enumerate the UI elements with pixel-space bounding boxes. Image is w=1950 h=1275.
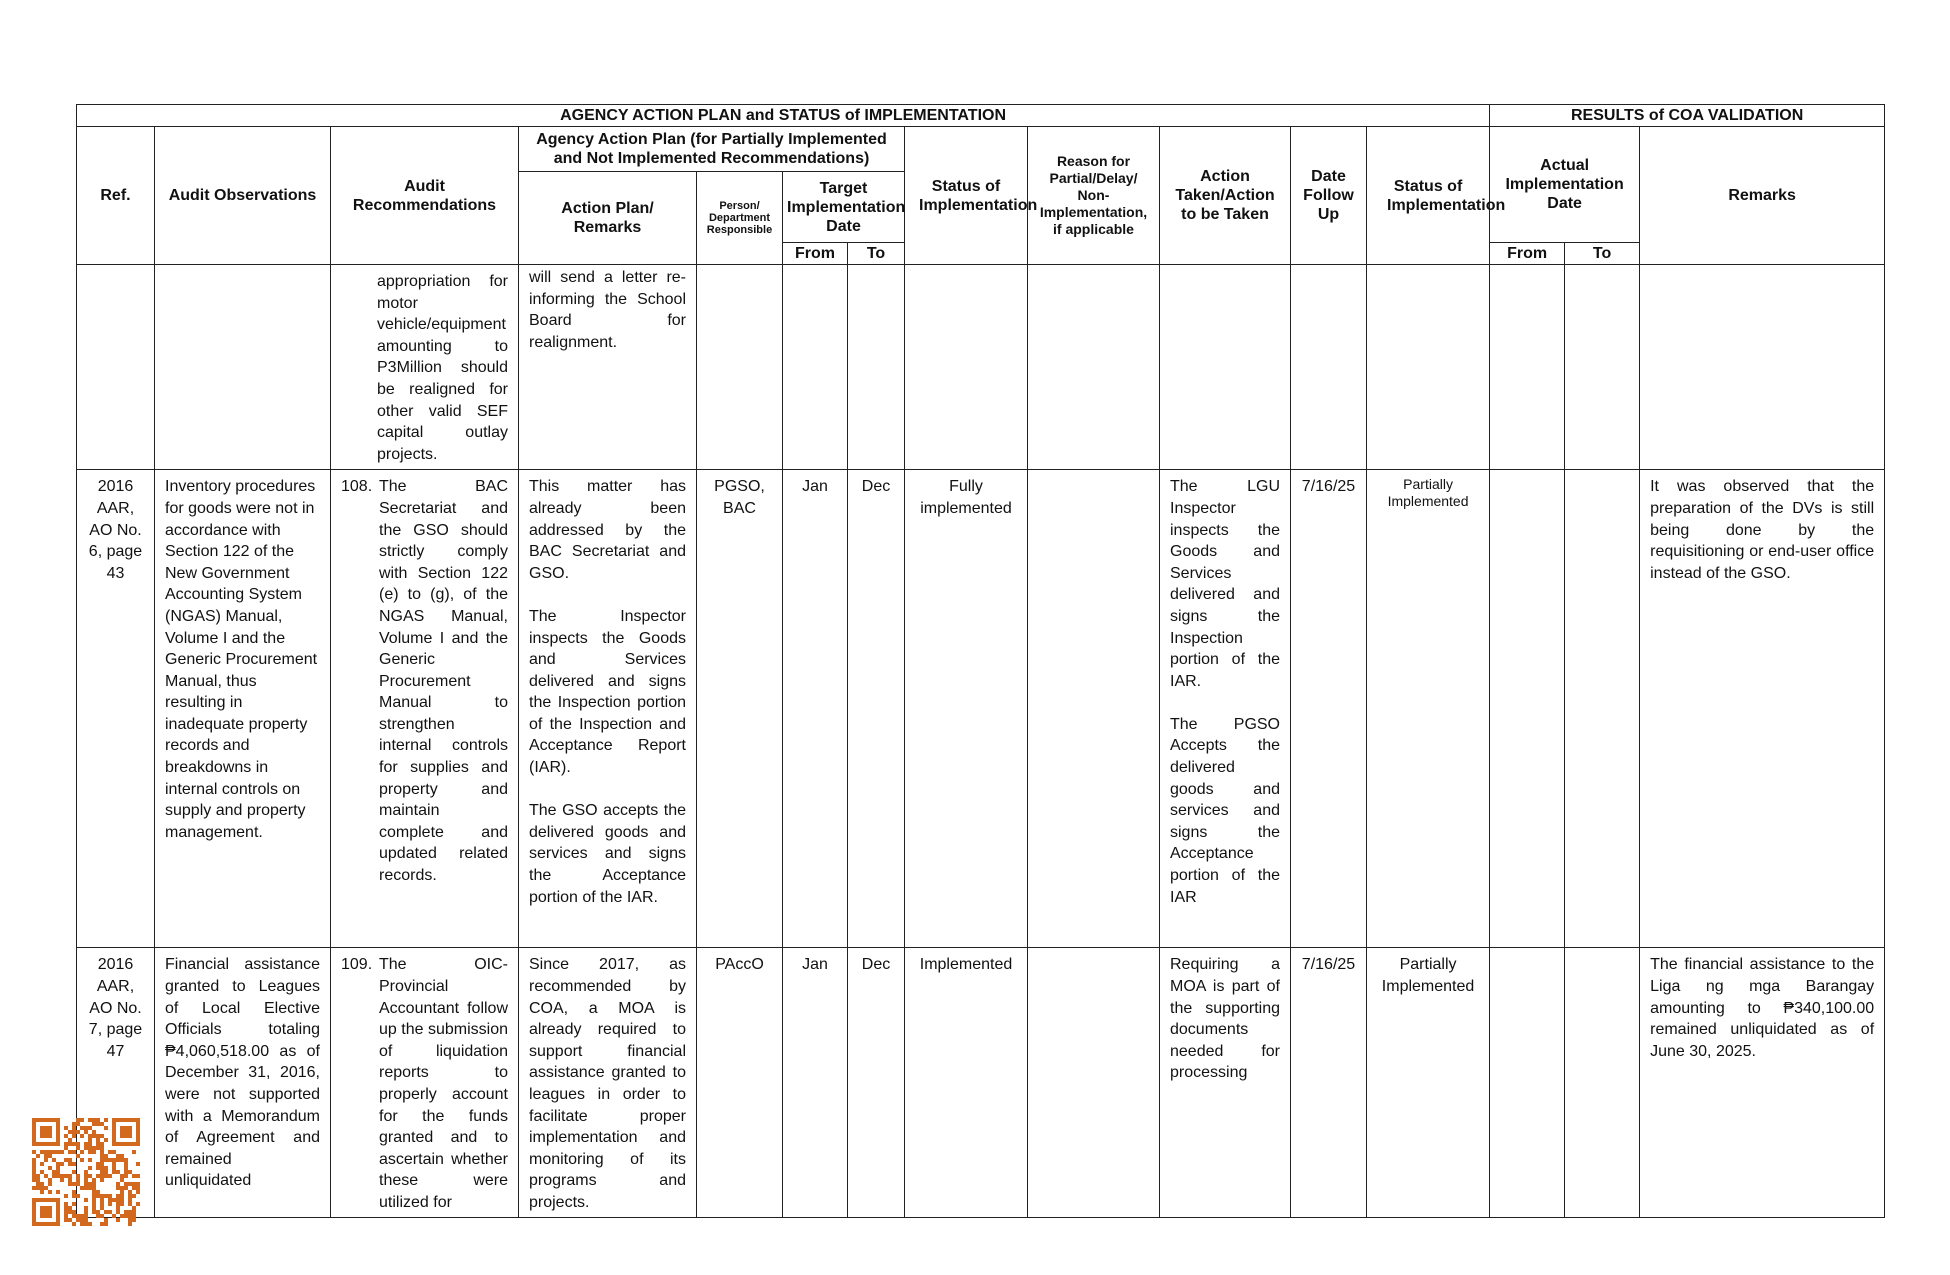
coa-section-heading: RESULTS of COA VALIDATION [1490,105,1885,127]
col-target-date: Target Implementation Date [783,172,905,243]
row-remarks: The financial assistance to the Liga ng mga Barangay amounting to ₱340,100.00 remained unliquidated as of June 30, 2025. [1650,956,1875,1060]
row-target-from: Jan [802,956,828,974]
row-actual-to [1565,948,1639,958]
row-observation: Financial assistance granted to Leagues of Local Elective Officials totaling ₱4,060,518.00 as of December 31, 2016, were not supported with a Memorandum of Agreement and remained unliquidated [165,956,320,1190]
row-action-plan: Since 2017, as recommended by COA, a MOA is already required to support financial assistance granted to leagues in order to facilitate proper implementation and monitoring of its programs and projects. [529,956,686,1211]
col-audit-observations: Audit Observations [155,127,331,265]
agency-section-heading: AGENCY ACTION PLAN and STATUS of IMPLEMENTATION [77,105,1490,127]
row-status: Implemented [919,956,1013,974]
row-actual-from [1490,470,1564,480]
recommendation-number: 108. [341,478,373,496]
row-ref [77,265,154,275]
col-actual-date: Actual Implementation Date [1490,127,1640,243]
row-recommendation: The OIC-Provincial Accountant follow up the submission of liquidation reports to properly account for the funds granted and to ascertain whether these were utilized for [379,956,508,1211]
table-row [77,470,1885,948]
row-follow-up: 7/16/25 [1301,478,1356,496]
action-plan-para-3: The GSO accepts the delivered goods and services and signs the Acceptance portion of the IAR. [529,802,686,906]
row-coa-status: Partially Implemented [1381,956,1475,995]
col-action-plan-remarks: Action Plan/ Remarks [519,172,697,265]
col-actual-from: From [1490,243,1565,265]
recommendation-number: 109. [341,956,373,974]
col-audit-recommendations: Audit Recommendations [331,127,519,265]
col-actual-to: To [1565,243,1640,265]
row-ref: 2016 AAR, AO No. 7, page 47 [88,956,143,1060]
col-action-plan-group: Agency Action Plan (for Partially Implemented and Not Implemented Recommendations) [519,127,905,172]
col-target-to: To [848,243,905,265]
row-action-taken: Requiring a MOA is part of the supporting documents needed for processing [1170,956,1280,1082]
row-reason [1028,470,1159,480]
row-actual-to [1565,470,1639,480]
qr-code-icon [32,1118,140,1226]
table-row [77,265,1885,470]
row-target-to: Dec [861,478,891,496]
row-status: Fully implemented [920,478,1012,517]
action-plan-para-1: This matter has already been addressed by the BAC Secretariat and GSO. [529,478,686,582]
row-reason [1028,948,1159,958]
row-action-plan: will send a letter re-informing the School Board for realignment. [529,269,686,351]
col-action-taken: Action Taken/Action to be Taken [1160,127,1291,265]
col-reason: Reason for Partial/Delay/ Non-Implementation, if applicable [1028,127,1160,265]
col-ref: Ref. [77,127,155,265]
col-remarks: Remarks [1640,127,1885,265]
row-recommendation: appropriation for motor vehicle/equipment amounting to P3Million should be realigned for other valid SEF capital outlay projects. [377,273,508,463]
implementation-status-sheet [76,104,1884,1218]
row-recommendation: The BAC Secretariat and the GSO should strictly comply with Section 122 (e) to (g), of the NGAS Manual, Volume I and the Generic Procurement Manual to strengthen internal controls for supplies and property and maintain complete and updated related records. [379,478,508,885]
col-coa-status: Status of Implementation [1367,127,1490,265]
action-plan-table [76,104,1885,1218]
row-target-to: Dec [861,956,891,974]
row-person: PAccO [715,956,764,974]
row-ref: 2016 AAR, AO No. 6, page 43 [88,478,143,582]
col-target-from: From [783,243,848,265]
row-follow-up: 7/16/25 [1301,956,1356,974]
col-status: Status of Implementation [905,127,1028,265]
action-plan-para-2: The Inspector inspects the Goods and Services delivered and signs the Inspection portion of the Inspection and Acceptance Report (IAR). [529,607,686,777]
row-person: PGSO, BAC [714,478,765,517]
row-actual-from [1490,948,1564,958]
table-row [77,948,1885,1218]
row-remarks: It was observed that the preparation of the DVs is still being done by the requisitioning or end-user office instead of the GSO. [1650,478,1875,582]
row-target-from: Jan [802,478,828,496]
action-taken-para-1: The LGU Inspector inspects the Goods and Services delivered and signs the Inspection portion of the IAR. [1170,478,1280,690]
row-observation [155,265,330,275]
row-observation: Inventory procedures for goods were not in accordance with Section 122 of the New Government Accounting System (NGAS) Manual, Volume I and the Generic Procurement Manual, thus resulting in inadequate property records and breakdowns in internal controls on supply and property management. [165,478,318,841]
col-person-responsible: Person/ Department Responsible [697,172,783,265]
row-coa-status: Partially Implemented [1387,476,1469,510]
col-date-follow-up: Date Follow Up [1291,127,1367,265]
action-taken-para-2: The PGSO Accepts the delivered goods and services and signs the Acceptance portion of the IAR [1170,715,1280,906]
